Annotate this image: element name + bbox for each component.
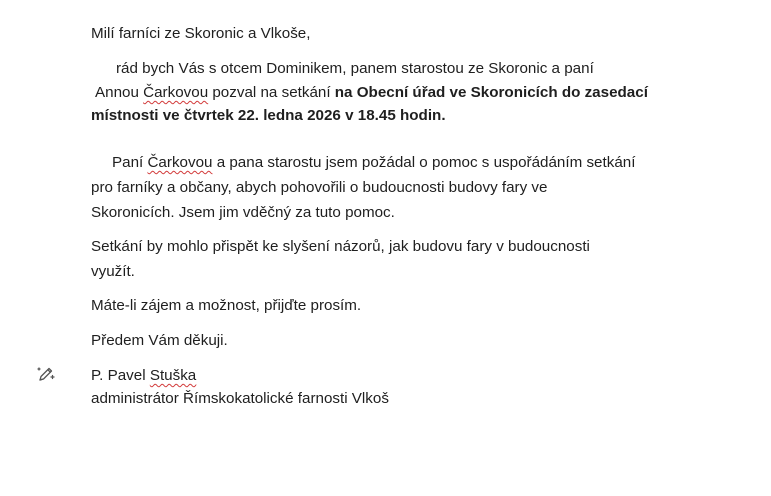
- pen-sparkle-icon[interactable]: [36, 364, 56, 384]
- paragraph-1-line-3: místnosti ve čtvrtek 22. ledna 2026 v 18.45 hodin.: [91, 107, 446, 124]
- text: Annou: [95, 84, 144, 101]
- paragraph-3-line-1: Setkání by mohlo přispět ke slyšení názorů, jak budovu fary v budoucnosti: [91, 238, 590, 255]
- text: a pana starostu jsem požádal o pomoc s uspořádáním setkání: [212, 154, 636, 171]
- signature-name: [91, 366, 196, 386]
- spellcheck-word[interactable]: Čarkovou: [143, 84, 209, 101]
- paragraph-2-line-1: [112, 153, 635, 173]
- paragraph-4: Máte-li zájem a možnost, přijďte prosím.: [91, 297, 362, 314]
- text: P. Pavel: [91, 367, 150, 384]
- bold-text: na Obecní úřad ve Skoronicích do zasedací: [334, 84, 648, 101]
- greeting: Milí farníci ze Skoronic a Vlkoše,: [91, 25, 311, 42]
- spellcheck-word[interactable]: Čarkovou: [147, 154, 213, 171]
- paragraph-3-line-2: využít.: [91, 263, 135, 280]
- paragraph-2-line-3: Skoronicích. Jsem jim vděčný za tuto pomoc.: [91, 204, 395, 221]
- paragraph-2-line-2: pro farníky a občany, abych pohovořili o budoucnosti budovy fary ve: [91, 179, 548, 196]
- paragraph-1-line-2: [95, 83, 648, 103]
- paragraph-1-line-1: rád bych Vás s otcem Dominikem, panem starostou ze Skoronic a paní: [116, 60, 594, 77]
- paragraph-5: Předem Vám děkuji.: [91, 332, 228, 349]
- text: pozval na setkání: [208, 84, 335, 101]
- signature-title: administrátor Římskokatolické farnosti Vlkoš: [91, 390, 389, 407]
- text: Paní: [112, 154, 148, 171]
- spellcheck-word[interactable]: Stuška: [149, 367, 197, 384]
